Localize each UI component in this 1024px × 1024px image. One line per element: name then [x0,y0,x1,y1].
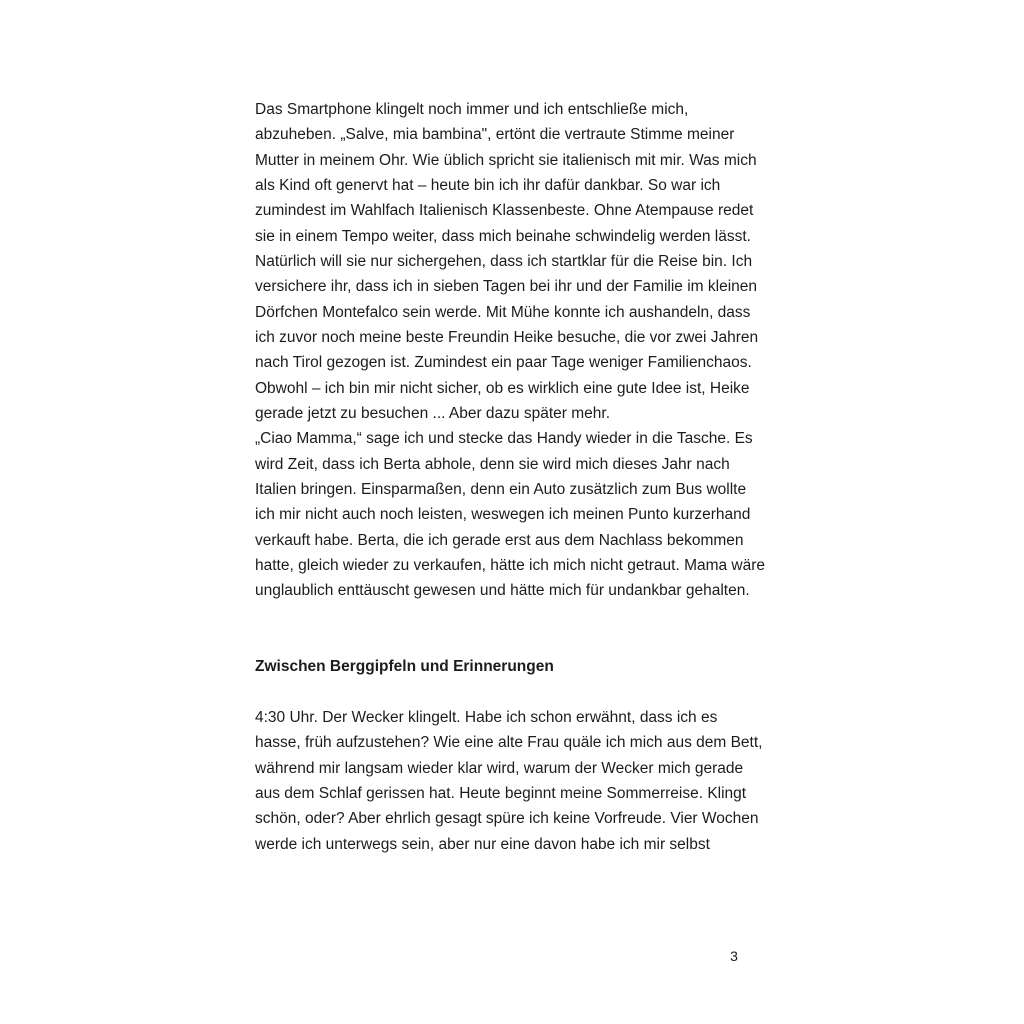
text-line: Dörfchen Montefalco sein werde. Mit Mühe konnte ich aushandeln, dass [255,303,751,321]
text-line: abzuheben. „Salve, mia bambina", ertönt die vertraute Stimme meiner [255,126,735,144]
section-heading: Zwischen Berggipfeln und Erinnerungen [255,658,554,676]
text-line: Das Smartphone klingelt noch immer und ich entschließe mich, [255,101,689,118]
text-line: während mir langsam wieder klar wird, warum der Wecker mich gerade [255,759,744,777]
text-line: hatte, gleich wieder zu verkaufen, hätte ich mich nicht getraut. Mama wäre [255,556,766,574]
paragraph-1 [255,97,766,604]
text-line: Mutter in meinem Ohr. Wie üblich spricht sie italienisch mit mir. Was mich [255,151,757,169]
text-line: schön, oder? Aber ehrlich gesagt spüre ich keine Vorfreude. Vier Wochen [255,810,759,828]
text-line: hasse, früh aufzustehen? Wie eine alte Frau quäle ich mich aus dem Bett, [255,734,763,752]
text-line: gerade jetzt zu besuchen ... Aber dazu später mehr. [255,404,610,422]
page-number: 3 [730,948,738,964]
text-line: sie in einem Tempo weiter, dass mich beinahe schwindelig werden lässt. [255,227,751,245]
text-line: ich mir nicht auch noch leisten, weswegen ich meinen Punto kurzerhand [255,506,751,524]
text-line: versichere ihr, dass ich in sieben Tagen bei ihr und der Familie im kleinen [255,278,758,296]
text-line: „Ciao Mamma,“ sage ich und stecke das Handy wieder in die Tasche. Es [255,430,753,448]
text-line: 4:30 Uhr. Der Wecker klingelt. Habe ich schon erwähnt, dass ich es [255,708,718,726]
text-line: Obwohl – ich bin mir nicht sicher, ob es wirklich eine gute Idee ist, Heike [255,379,750,397]
text-block [255,97,766,857]
text-line: nach Tirol gezogen ist. Zumindest ein paar Tage weniger Familienchaos. [255,354,752,372]
paragraph-2 [255,705,763,857]
text-line: aus dem Schlaf gerissen hat. Heute beginnt meine Sommerreise. Klingt [255,784,747,802]
text-line: ich zuvor noch meine beste Freundin Heike besuche, die vor zwei Jahren [255,328,759,346]
text-line: Italien bringen. Einsparmaßen, denn ein Auto zusätzlich zum Bus wollte [255,480,747,498]
text-line: verkauft habe. Berta, die ich gerade erst aus dem Nachlass bekommen [255,531,744,549]
text-line: als Kind oft genervt hat – heute bin ich ihr dafür dankbar. So war ich [255,176,721,194]
text-line: zumindest im Wahlfach Italienisch Klassenbeste. Ohne Atempause redet [255,202,754,220]
text-line: wird Zeit, dass ich Berta abhole, denn sie wird mich dieses Jahr nach [255,455,730,473]
text-line: werde ich unterwegs sein, aber nur eine davon habe ich mir selbst [255,835,710,853]
text-line: unglaublich enttäuscht gewesen und hätte mich für undankbar gehalten. [255,582,750,600]
text-line: Natürlich will sie nur sichergehen, dass ich startklar für die Reise bin. Ich [255,252,753,270]
